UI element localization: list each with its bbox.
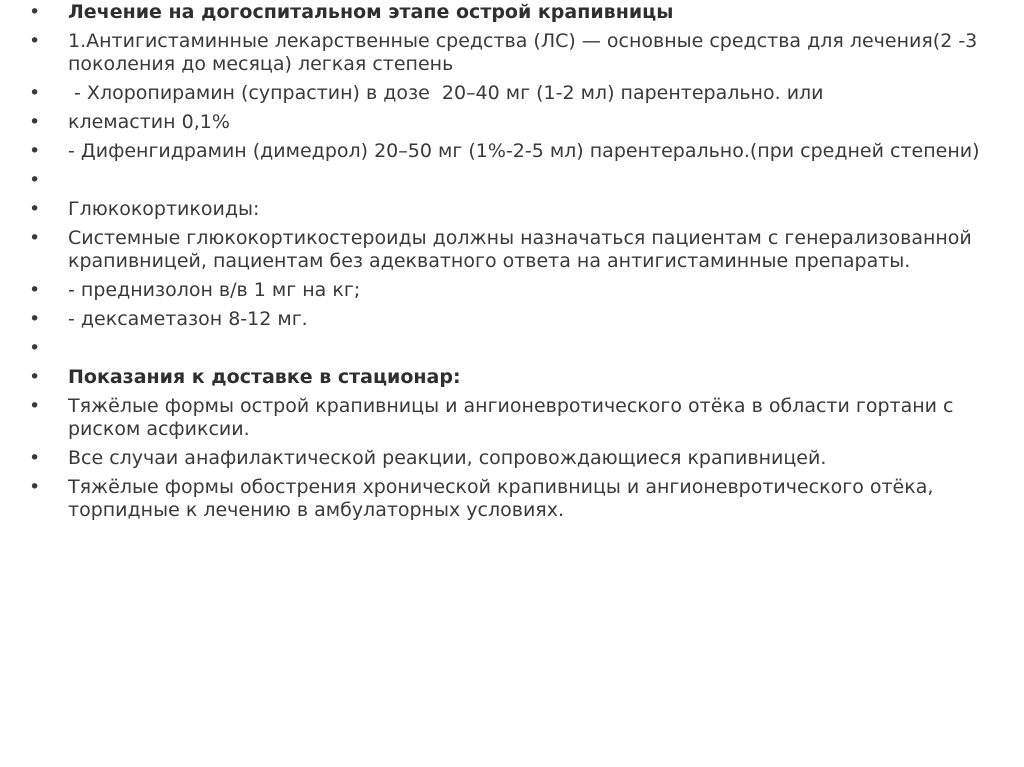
list-item	[29, 140, 989, 163]
item-text: 1.Антигистаминные лекарственные средства (ЛС) — основные средства для лечения(2 -3 поколения до месяца) легкая степень	[68, 30, 978, 75]
list-item	[29, 30, 989, 76]
list-item	[29, 476, 989, 522]
bullet-marker: •	[29, 1, 41, 23]
item-text: - Хлоропирамин (супрастин) в дозе 20–40 мг (1-2 мл) парентерально. или	[68, 82, 824, 104]
bullet-marker: •	[29, 447, 41, 469]
bullet-marker: •	[29, 140, 41, 162]
list-item	[29, 366, 989, 389]
bullet-marker: •	[29, 169, 41, 191]
item-text: - преднизолон в/в 1 мг на кг;	[68, 279, 361, 301]
item-text: Системные глюкокортикостероиды должны назначаться пациентам с генерализованной крапивницей, пациентам без адекватного ответа на антигистаминные препараты.	[68, 227, 972, 272]
bullet-marker: •	[29, 366, 41, 388]
bullet-marker: •	[29, 395, 41, 417]
bullet-marker: •	[29, 337, 41, 359]
item-text: Глюкокортикоиды:	[68, 198, 260, 220]
list-item	[29, 447, 989, 470]
bullet-marker: •	[29, 30, 41, 52]
list-item	[29, 308, 989, 331]
list-item	[29, 1, 989, 24]
bullet-marker: •	[29, 198, 41, 220]
bullet-marker: •	[29, 308, 41, 330]
bullet-marker: •	[29, 227, 41, 249]
item-text: - дексаметазон 8-12 мг.	[68, 308, 308, 330]
heading-treatment: Лечение на догоспитальном этапе острой крапивницы	[68, 1, 674, 23]
bullet-marker: •	[29, 111, 41, 133]
item-text: Тяжёлые формы острой крапивницы и ангионевротического отёка в области гортани с риском асфиксии.	[68, 395, 954, 440]
list-item	[29, 395, 989, 441]
list-item	[29, 82, 989, 105]
bullet-marker: •	[29, 476, 41, 498]
bullet-marker: •	[29, 279, 41, 301]
bullet-list	[29, 1, 989, 528]
list-item	[29, 198, 989, 221]
bullet-marker: •	[29, 82, 41, 104]
list-item	[29, 169, 989, 192]
item-text: клемастин 0,1%	[68, 111, 230, 133]
list-item	[29, 111, 989, 134]
list-item	[29, 227, 989, 273]
heading-hospitalization: Показания к доставке в стационар:	[68, 366, 461, 388]
list-item	[29, 279, 989, 302]
item-text: Все случаи анафилактической реакции, сопровождающиеся крапивницей.	[68, 447, 827, 469]
list-item	[29, 337, 989, 360]
item-text: - Дифенгидрамин (димедрол) 20–50 мг (1%-2-5 мл) парентерально.(при средней степени)	[68, 140, 980, 162]
item-text: Тяжёлые формы обострения хронической крапивницы и ангионевротического отёка, торпидные к лечению в амбулаторных условиях.	[68, 476, 934, 521]
